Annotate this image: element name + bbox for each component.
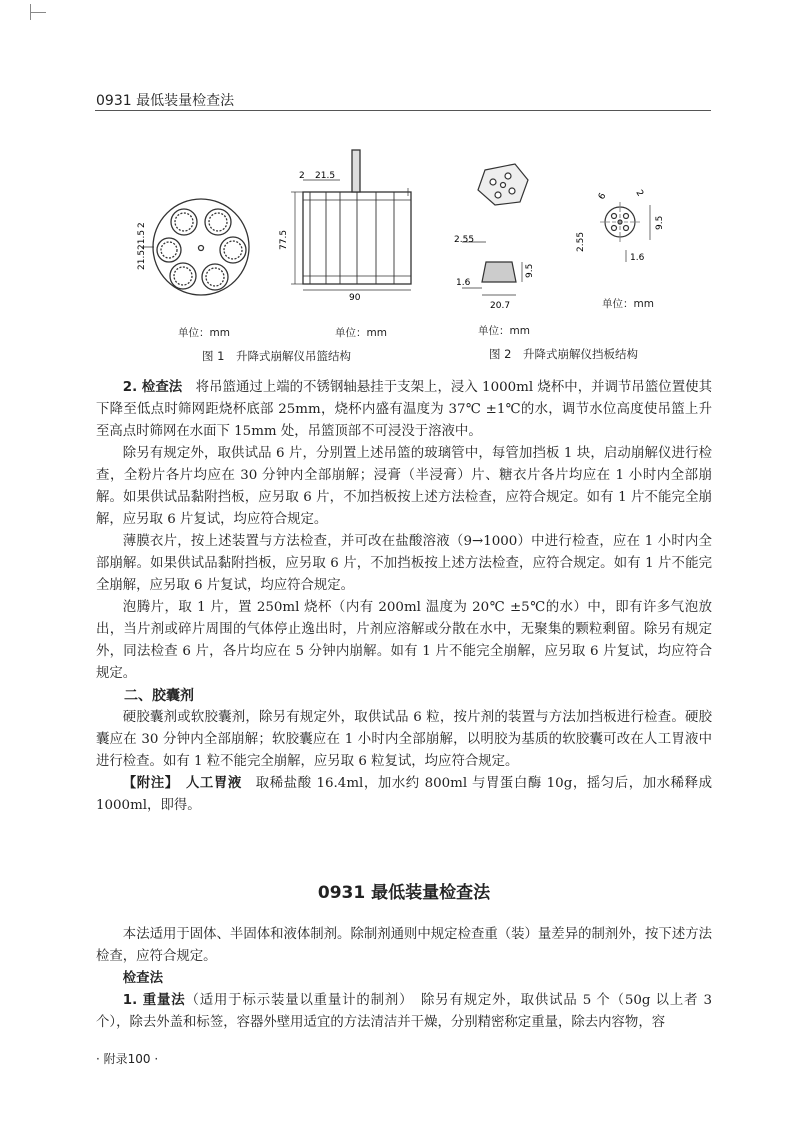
disc-section-view — [462, 242, 522, 295]
note-lead: 【附注】 人工胃液 — [122, 776, 242, 791]
dim-label: 21.5 — [137, 249, 147, 270]
dim-label: 2 — [633, 188, 645, 199]
body-text-block-1 — [96, 377, 712, 817]
section-main-title: 0931 最低装量检查法 — [317, 883, 491, 903]
paragraph-note — [96, 773, 712, 817]
dim-label: 9.5 — [655, 215, 665, 230]
dim-label: 2 — [299, 171, 305, 181]
basket-side-view — [291, 150, 411, 290]
header-rule — [95, 110, 711, 111]
dim-label: 77.5 — [279, 229, 289, 250]
dim-label: 9.5 — [525, 263, 535, 278]
paragraph: 泡腾片，取 1 片，置 250ml 烧杯（内有 200ml 温度为 20℃ ±5℃的水）中，即有许多气泡放出，当片剂或碎片周围的气体停止逸出时，片剂应溶解或分散在水中，无聚集的颗粒剩留。除另有规定外，同法检查 6 片，各片均应在 5 分钟内崩解。如有 1 片不能完全崩解，应另取 6 片复试，均应符合规定。 — [96, 600, 712, 681]
paragraph-body: （适用于标示装量以重量计的制剂） 除另有规定外，取供试品 5 个（50g 以上者 3 个），除去外盖和标签，容器外壁用适宜的方法清洁并干燥，分别精密称定重量，除去内容物，容 — [96, 993, 712, 1030]
basket-top-view — [142, 199, 249, 295]
dim-label: 1.6 — [456, 278, 471, 288]
figure-2-caption: 图 2 升降式崩解仪挡板结构 — [489, 347, 638, 361]
figure-1-unit-left: 单位：mm — [178, 327, 230, 339]
paragraph: 除另有规定外，取供试品 6 片，分别置上述吊篮的玻璃管中，每管加挡板 1 块，启动崩解仪进行检查，全粉片各片均应在 30 分钟内全部崩解；浸膏（半浸膏）片、糖衣片各片均应在 1 小时内全部崩解。如果供试品黏附挡板，应另取 6 片，不加挡板按上述方法检查，应符合规定。如有 1 片不能完全崩解，应另取 6 片复试，均应符合规定。 — [96, 446, 712, 527]
subheading-test-method: 检查法 — [122, 971, 163, 986]
paragraph-test-method — [96, 377, 712, 443]
dim-label: 2 — [137, 222, 147, 228]
dim-label: 20.7 — [490, 301, 511, 311]
dim-label: 2.55 — [576, 231, 586, 252]
figure-1-caption: 图 1 升降式崩解仪吊篮结构 — [202, 349, 351, 363]
crop-mark — [30, 12, 46, 13]
section-heading-capsules: 二、胶囊剂 — [124, 688, 194, 704]
running-header: 0931 最低装量检查法 — [96, 93, 235, 109]
figure-2-disc-drawing — [450, 150, 680, 320]
disc-perspective-view — [478, 164, 528, 205]
figure-1-basket-drawing — [137, 140, 440, 345]
paragraph-weight-method — [96, 990, 712, 1034]
dim-label: 21.5 — [137, 229, 147, 250]
tube-openings — [157, 209, 246, 290]
figure-1-unit-right: 单位：mm — [335, 327, 387, 339]
paragraph: 本法适用于固体、半固体和液体制剂。除制剂通则中规定检查重（装）量差异的制剂外，按下述方法检查，应符合规定。 — [96, 927, 712, 964]
page-folio: · 附录100 · — [96, 1052, 159, 1066]
dim-label: 90 — [349, 293, 361, 303]
dim-label: 6 — [596, 191, 609, 202]
paragraph: 薄膜衣片，按上述装置与方法检查，并可改在盐酸溶液（9→1000）中进行检查，应在 1 小时内全部崩解。如果供试品黏附挡板，应另取 6 片，不加挡板按上述方法检查，应符合规定。如有 1 片不能完全崩解，应另取 6 片复试，均应符合规定。 — [96, 534, 712, 593]
paragraph-lead: 1. 重量法 — [122, 993, 186, 1008]
figure-2-unit-bottom: 单位：mm — [478, 325, 530, 337]
note-body: 取稀盐酸 16.4ml，加水约 800ml 与胃蛋白酶 10g，摇匀后，加水稀释成 1000ml，即得。 — [96, 776, 712, 813]
body-text-block-2 — [96, 924, 712, 1034]
paragraph-lead: 2. 检查法 — [122, 380, 183, 395]
dim-label: 1.6 — [630, 253, 645, 263]
dim-label: 2.55 — [454, 235, 475, 245]
dim-label: 21.5 — [315, 171, 336, 181]
paragraph-body: 将吊篮通过上端的不锈钢轴悬挂于支架上，浸入 1000ml 烧杯中，并调节吊篮位置使其下降至低点时筛网距烧杯底部 25mm，烧杯内盛有温度为 37℃ ±1℃的水，调节水位高度使吊篮上升至高点时筛网在水面下 15mm 处，吊篮顶部不可浸没于溶液中。 — [96, 380, 712, 439]
paragraph: 硬胶囊剂或软胶囊剂，除另有规定外，取供试品 6 粒，按片剂的装置与方法加挡板进行检查。硬胶囊应在 30 分钟内全部崩解；软胶囊应在 1 小时内全部崩解，以明胶为基质的软胶囊可改在人工胃液中进行检查。如有 1 粒不能完全崩解，应另取 6 粒复试，均应符合规定。 — [96, 710, 712, 769]
figure-2-unit-right: 单位：mm — [602, 298, 654, 310]
